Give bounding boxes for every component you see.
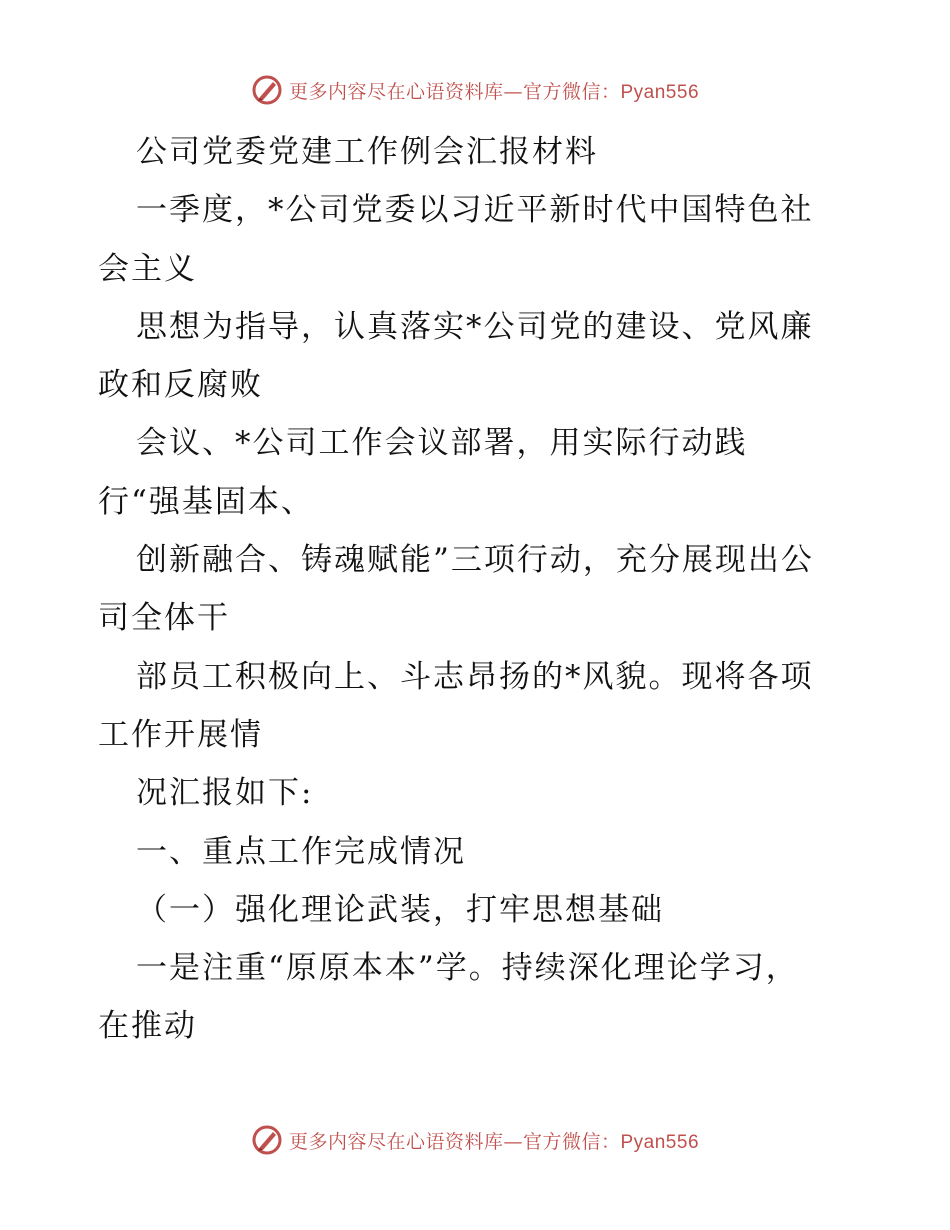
watermark-text: 更多内容尽在心语资料库—官方微信：Pyan556 [288,80,700,103]
text-line: 行“强基固本、 [98,483,314,520]
text-line: 况汇报如下: [136,775,314,812]
text-line: 司全体干 [98,600,230,637]
text-line: 在推动 [98,1008,197,1045]
watermark-text: 更多内容尽在心语资料库—官方微信：Pyan556 [288,1130,700,1153]
pen-logo-icon [251,74,283,106]
text-line: 创新融合、铸魂赋能”三项行动，充分展现出公 [136,542,814,579]
document-title: 公司党委党建工作例会汇报材料 [136,134,598,170]
text-line: （一）强化理论武装，打牢思想基础 [136,891,664,928]
text-line: 部员工积极向上、斗志昂扬的*风貌。现将各项 [136,658,814,695]
text-line: 一季度，*公司党委以习近平新时代中国特色社 [136,192,814,229]
pen-logo-icon [251,1124,283,1156]
text-line: 工作开展情 [98,716,263,753]
header-watermark [0,70,950,110]
document-body [98,123,858,1056]
text-line: 一、重点工作完成情况 [136,833,466,870]
text-line: 思想为指导，认真落实*公司党的建设、党风廉 [136,308,814,345]
text-line: 政和反腐败 [98,367,263,404]
text-line: 会主义 [98,250,197,287]
text-line: 一是注重“原原本本”学。持续深化理论学习， [136,950,799,987]
text-line: 会议、*公司工作会议部署，用实际行动践 [136,425,748,462]
footer-watermark [0,1120,950,1160]
